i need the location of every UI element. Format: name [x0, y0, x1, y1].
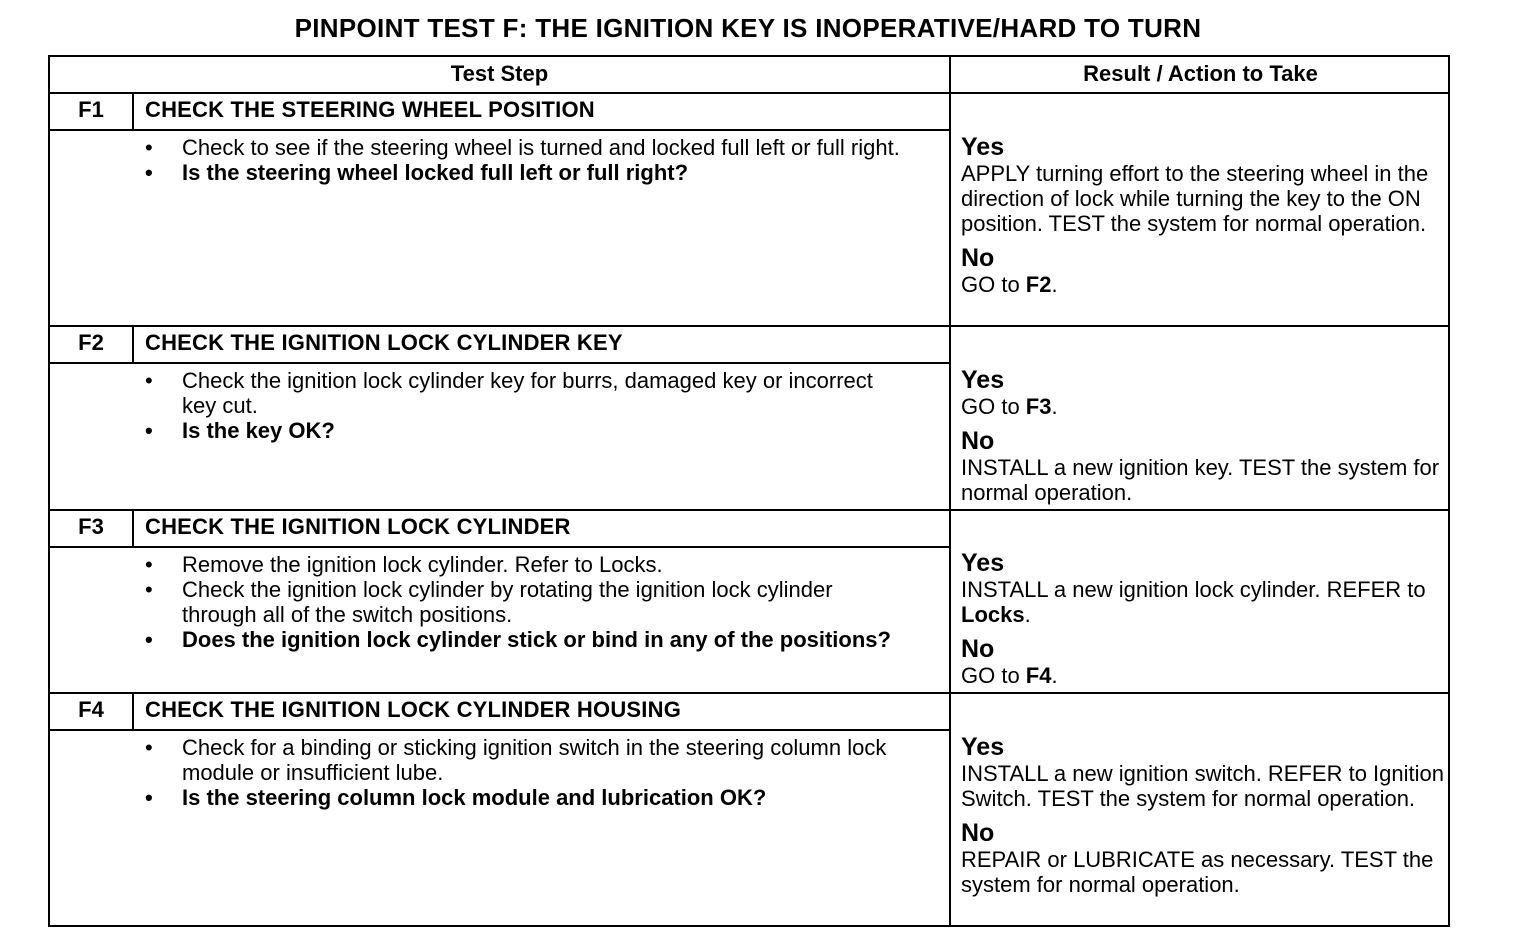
- step-id-divider: [132, 94, 134, 130]
- step-result: [961, 549, 1446, 696]
- step-id: F1: [78, 97, 104, 122]
- step-id-divider: [132, 511, 134, 547]
- result-yes-label: Yes: [961, 549, 1005, 577]
- step-result: [961, 366, 1446, 513]
- step-id-divider: [132, 694, 134, 730]
- step-title-divider: [50, 129, 949, 131]
- step-title: CHECK THE STEERING WHEEL POSITION: [145, 97, 595, 122]
- result-no-text: INSTALL a new ignition key. TEST the system for normal operation.: [961, 455, 1440, 505]
- step-bullets: [145, 135, 905, 185]
- result-no-label: No: [961, 244, 995, 272]
- step-result: [961, 733, 1446, 905]
- result-yes-label: Yes: [961, 133, 1005, 161]
- step-title-divider: [50, 362, 949, 364]
- bullet-item: • Check the ignition lock cylinder by rotating the ignition lock cylinder through all of the switch positions.: [145, 577, 833, 627]
- row-divider: [50, 692, 1448, 694]
- pinpoint-test-table: [48, 55, 1450, 927]
- result-yes-label: Yes: [961, 366, 1005, 394]
- result-no-text: REPAIR or LUBRICATE as necessary. TEST the system for normal operation.: [961, 847, 1434, 897]
- result-no-text: GO to F4.: [961, 663, 1058, 688]
- header-test-step: Test Step: [450, 61, 549, 86]
- result-yes-text: INSTALL a new ignition lock cylinder. REFER to Locks.: [961, 577, 1426, 627]
- step-id: F4: [78, 697, 104, 722]
- step-title: CHECK THE IGNITION LOCK CYLINDER: [145, 514, 571, 539]
- step-bullets: [145, 552, 905, 652]
- page-title: PINPOINT TEST F: THE IGNITION KEY IS INOPERATIVE/HARD TO TURN: [294, 13, 1202, 43]
- step-title: CHECK THE IGNITION LOCK CYLINDER HOUSING: [145, 697, 682, 722]
- result-no-label: No: [961, 427, 995, 455]
- result-yes-text: INSTALL a new ignition switch. REFER to Ignition Switch. TEST the system for normal operation.: [961, 761, 1444, 811]
- header-divider: [50, 92, 1448, 94]
- result-yes-label: Yes: [961, 733, 1005, 761]
- result-no-label: No: [961, 635, 995, 663]
- row-divider: [50, 509, 1448, 511]
- step-title-divider: [50, 546, 949, 548]
- step-bullets: [145, 735, 905, 810]
- bullet-question: • Is the key OK?: [145, 418, 335, 443]
- bullet-item: • Check for a binding or sticking ignition switch in the steering column lock module or insufficient lube.: [145, 735, 887, 785]
- result-yes-text: GO to F3.: [961, 394, 1058, 419]
- result-yes-text: APPLY turning effort to the steering wheel in the direction of lock while turning the key to the ON position. TEST the system for normal operation.: [961, 161, 1429, 236]
- bullet-item: • Remove the ignition lock cylinder. Refer to Locks.: [145, 552, 663, 577]
- step-title: CHECK THE IGNITION LOCK CYLINDER KEY: [145, 330, 623, 355]
- bullet-question: • Is the steering column lock module and lubrication OK?: [145, 785, 767, 810]
- bullet-question: • Is the steering wheel locked full left or full right?: [145, 160, 689, 185]
- step-id: F2: [78, 330, 104, 355]
- header-result: Result / Action to Take: [1083, 61, 1318, 86]
- result-no-text: GO to F2.: [961, 272, 1058, 297]
- step-id: F3: [78, 514, 104, 539]
- bullet-question: • Does the ignition lock cylinder stick or bind in any of the positions?: [145, 627, 891, 652]
- step-bullets: [145, 368, 905, 443]
- row-divider: [50, 325, 1448, 327]
- bullet-item: • Check the ignition lock cylinder key for burrs, damaged key or incorrect key cut.: [145, 368, 873, 418]
- step-id-divider: [132, 327, 134, 363]
- bullet-item: • Check to see if the steering wheel is turned and locked full left or full right.: [145, 135, 900, 160]
- step-result: [961, 133, 1446, 305]
- column-divider: [949, 57, 951, 925]
- result-no-label: No: [961, 819, 995, 847]
- step-title-divider: [50, 729, 949, 731]
